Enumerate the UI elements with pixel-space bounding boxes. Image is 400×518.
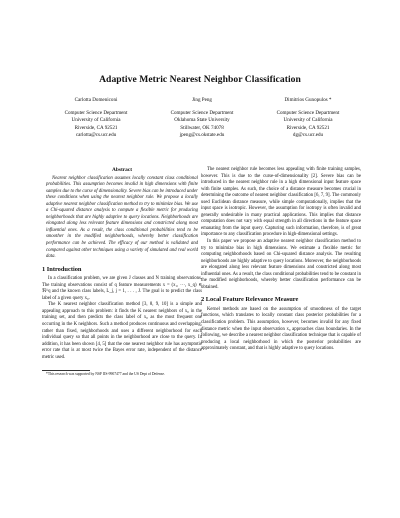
author-email: jpeng@cs.okstate.edu: [179, 131, 225, 138]
author-name: Carlotta Domeniconi: [74, 97, 118, 103]
section-2-paragraph-1: Kernel methods are based on the assumption of smoothness of the target functions, which translates to locally constant class posterior probabilities for a classification problem. This assumption, however, becomes invalid for any fixed distance metric when the input observation x₀ approaches class boundaries. In the following, we describe a nearest neighbor classification technique that is capable of producing a local neighborhood in which the posterior probabilities are approximately constant, and that is highly adaptive to query locations.: [201, 306, 361, 352]
author-block-3: [254, 97, 362, 139]
footnote: *This research was supported by NSF IIS-9907477 and the US Dept of Defense.: [46, 372, 165, 377]
author-dept: Computer Science Department: [64, 110, 128, 117]
author-org: University of California: [283, 117, 333, 124]
section-1-heading: 1 Introduction: [42, 265, 82, 273]
author-block-2: [148, 97, 256, 139]
author-dept: Computer Science Department: [276, 110, 340, 117]
author-dept: Computer Science Department: [170, 110, 234, 117]
author-name: Jing Peng: [192, 97, 212, 103]
intro-paragraph-1: In a classification problem, we are given J classes and N training observations. The training observations consist of q feature measurements x = (x₁, ···, x_q) ∈ ℜ^q and the known class labels, L_j, j = 1, . . . , J. The goal is to predict the class label of a given query x₀.: [42, 276, 202, 301]
author-city: Riverside, CA 92521: [74, 124, 118, 131]
author-email: dg@cs.ucr.edu: [292, 131, 324, 138]
author-city: Stillwater, OK 74078: [180, 124, 224, 131]
intro-paragraph-3: The nearest neighbor rule becomes less appealing with finite training samples, however. This is due to the curse-of-dimensionality [2]. Severe bias can be introduced in the nearest neighbor rule in a high dimensional input feature space with finite samples. As such, the choice of a distance measure becomes crucial in determining the outcome of nearest neighbor classification [6, 7, 9]. The commonly used Euclidean distance measure, while simple computationally, implies that the input space is isotropic. However, the assumption for isotropy is often invalid and generally undesirable in many practical applications. This implies that distance computation does not vary with equal strength in all directions in the feature space emanating from the input query. Capturing such information, therefore, is of great importance to any classification procedure in high-dimensional settings.: [201, 167, 361, 238]
author-city: Riverside, CA 92521: [286, 124, 330, 131]
section-2-heading: 2 Local Feature Relevance Measure: [201, 296, 299, 304]
author-block-1: [42, 97, 150, 139]
intro-paragraph-2: The K nearest neighbor classification method [3, 8, 9, 10] is a simple and appealing approach to this problem: it finds the K nearest neighbors of x₀ in the training set, and then predicts the class label of x₀ as the most frequent one occurring in the K neighbors. Such a method produces continuous and overlapping, rather than fixed, neighborhoods and uses a different neighborhood for each individual query so that all points in the neighborhood are close to the query. In addition, it has been shown [4, 5] that the one nearest neighbor rule has asymptotic error rate that is at most twice the Bayes error rate, independent of the distance metric used.: [42, 302, 202, 360]
abstract-heading: Abstract: [111, 167, 133, 173]
footnote-rule: [42, 370, 90, 371]
paper-title: Adaptive Metric Nearest Neighbor Classification: [99, 74, 301, 85]
left-column: [42, 167, 202, 377]
right-column: [201, 167, 361, 353]
intro-paragraph-4: In this paper we propose an adaptive nearest neighbor classification method to try to minimize bias in high dimensions. We estimate a flexible metric for computing neighborhoods based on Chi-squared distance analysis. The resulting neighborhoods are highly adaptive to query locations. Moreover, the neighborhoods are elongated along less relevant feature dimensions and constricted along most influential ones. As a result, the class conditional probabilities tend to be constant in the modified neighborhoods, whereby better classification performance can be obtained.: [201, 239, 361, 290]
author-name: Dimitrios Gunopulos *: [284, 97, 332, 103]
author-org: University of California: [71, 117, 121, 124]
abstract-text: Nearest neighbor classification assumes locally constant class conditional probabilities. This assumption becomes invalid in high dimensions with finite samples due to the curse of dimensionality. Severe bias can be introduced under these conditions when using the nearest neighbor rule. We propose a locally adaptive nearest neighbor classification method to try to minimize bias. We use a Chi-squared distance analysis to compute a flexible metric for producing neighborhoods that are highly adaptive to query locations. Neighborhoods are elongated along less relevant feature dimensions and constricted along most influential ones. As a result, the class conditional probabilities tend to be smoother in the modified neighborhoods, whereby better classification performance can be achieved. The efficacy of our method is validated and compared against other techniques using a variety of simulated and real world data.: [46, 175, 199, 260]
author-email: carlotta@cs.ucr.edu: [75, 131, 117, 138]
author-org: Oklahoma State University: [174, 117, 230, 124]
